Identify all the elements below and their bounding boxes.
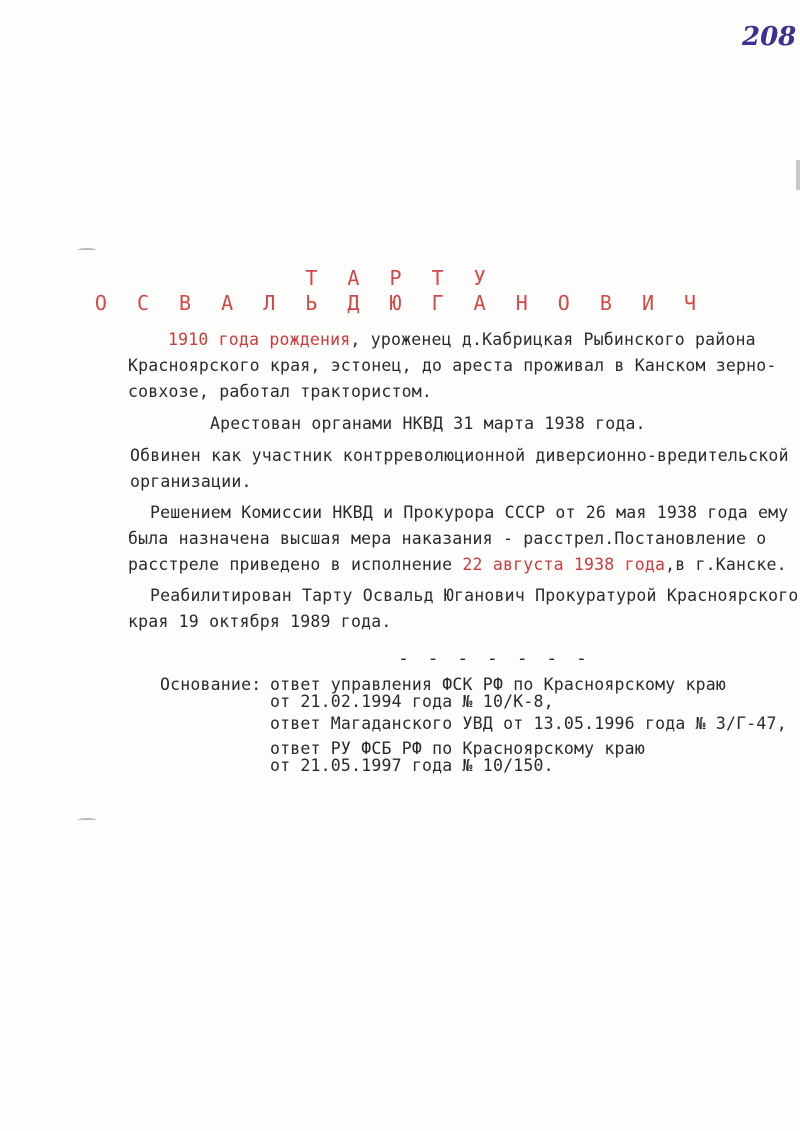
sentence-line-3-start: расстреле приведено в исполнение [128, 555, 463, 574]
birth-line-1 [168, 330, 756, 349]
separator-dashes: - - - - - - - [398, 648, 591, 669]
execution-date-red: 22 августа 1938 года [462, 555, 666, 574]
basis-label: Основание: [160, 675, 262, 694]
birth-line-1-rest: , уроженец д.Кабрицкая Рыбинского района [350, 330, 756, 349]
charge-line-1: Обвинен как участник контрреволюционной диверсионно-вредительской [130, 446, 789, 465]
rehab-line-2: края 19 октября 1989 года. [128, 612, 392, 631]
arrest-line: Арестован органами НКВД 31 марта 1938 года. [210, 414, 646, 433]
sentence-line-1: Решением Комиссии НКВД и Прокурора СССР от 26 мая 1938 года ему [150, 503, 789, 522]
punch-mark-bottom [78, 818, 96, 822]
given-names-heading: О С В А Л Ь Д Ю Г А Н О В И Ч [94, 291, 706, 315]
basis-line-5: от 21.05.1997 года № 10/150. [270, 756, 554, 775]
charge-line-2: организации. [130, 472, 252, 491]
basis-line-1: ответ управления ФСК РФ по Красноярскому краю [270, 675, 727, 694]
sentence-line-2: была назначена высшая мера наказания - расстрел.Постановление о [128, 529, 767, 548]
birth-year-red: 1910 года рождения [168, 330, 351, 349]
birth-line-2: Красноярского края, эстонец, до ареста проживал в Канском зерно- [128, 356, 777, 375]
rehab-line-1: Реабилитирован Тарту Освальд Юганович Прокуратурой Красноярского [150, 586, 799, 605]
page-number: 208 [742, 22, 797, 52]
surname-heading: Т А Р Т У [305, 266, 495, 290]
basis-line-2: от 21.02.1994 года № 10/К-8, [270, 692, 554, 711]
scan-edge-mark [796, 160, 800, 190]
sentence-line-3-end: ,в г.Канске. [665, 555, 787, 574]
sentence-line-3 [128, 555, 787, 574]
basis-line-3: ответ Магаданского УВД от 13.05.1996 года № 3/Г-47, [270, 714, 787, 733]
punch-mark-top [78, 248, 96, 252]
birth-line-3: совхозе, работал трактористом. [128, 382, 433, 401]
basis-line-4: ответ РУ ФСБ РФ по Красноярскому краю [270, 739, 645, 758]
